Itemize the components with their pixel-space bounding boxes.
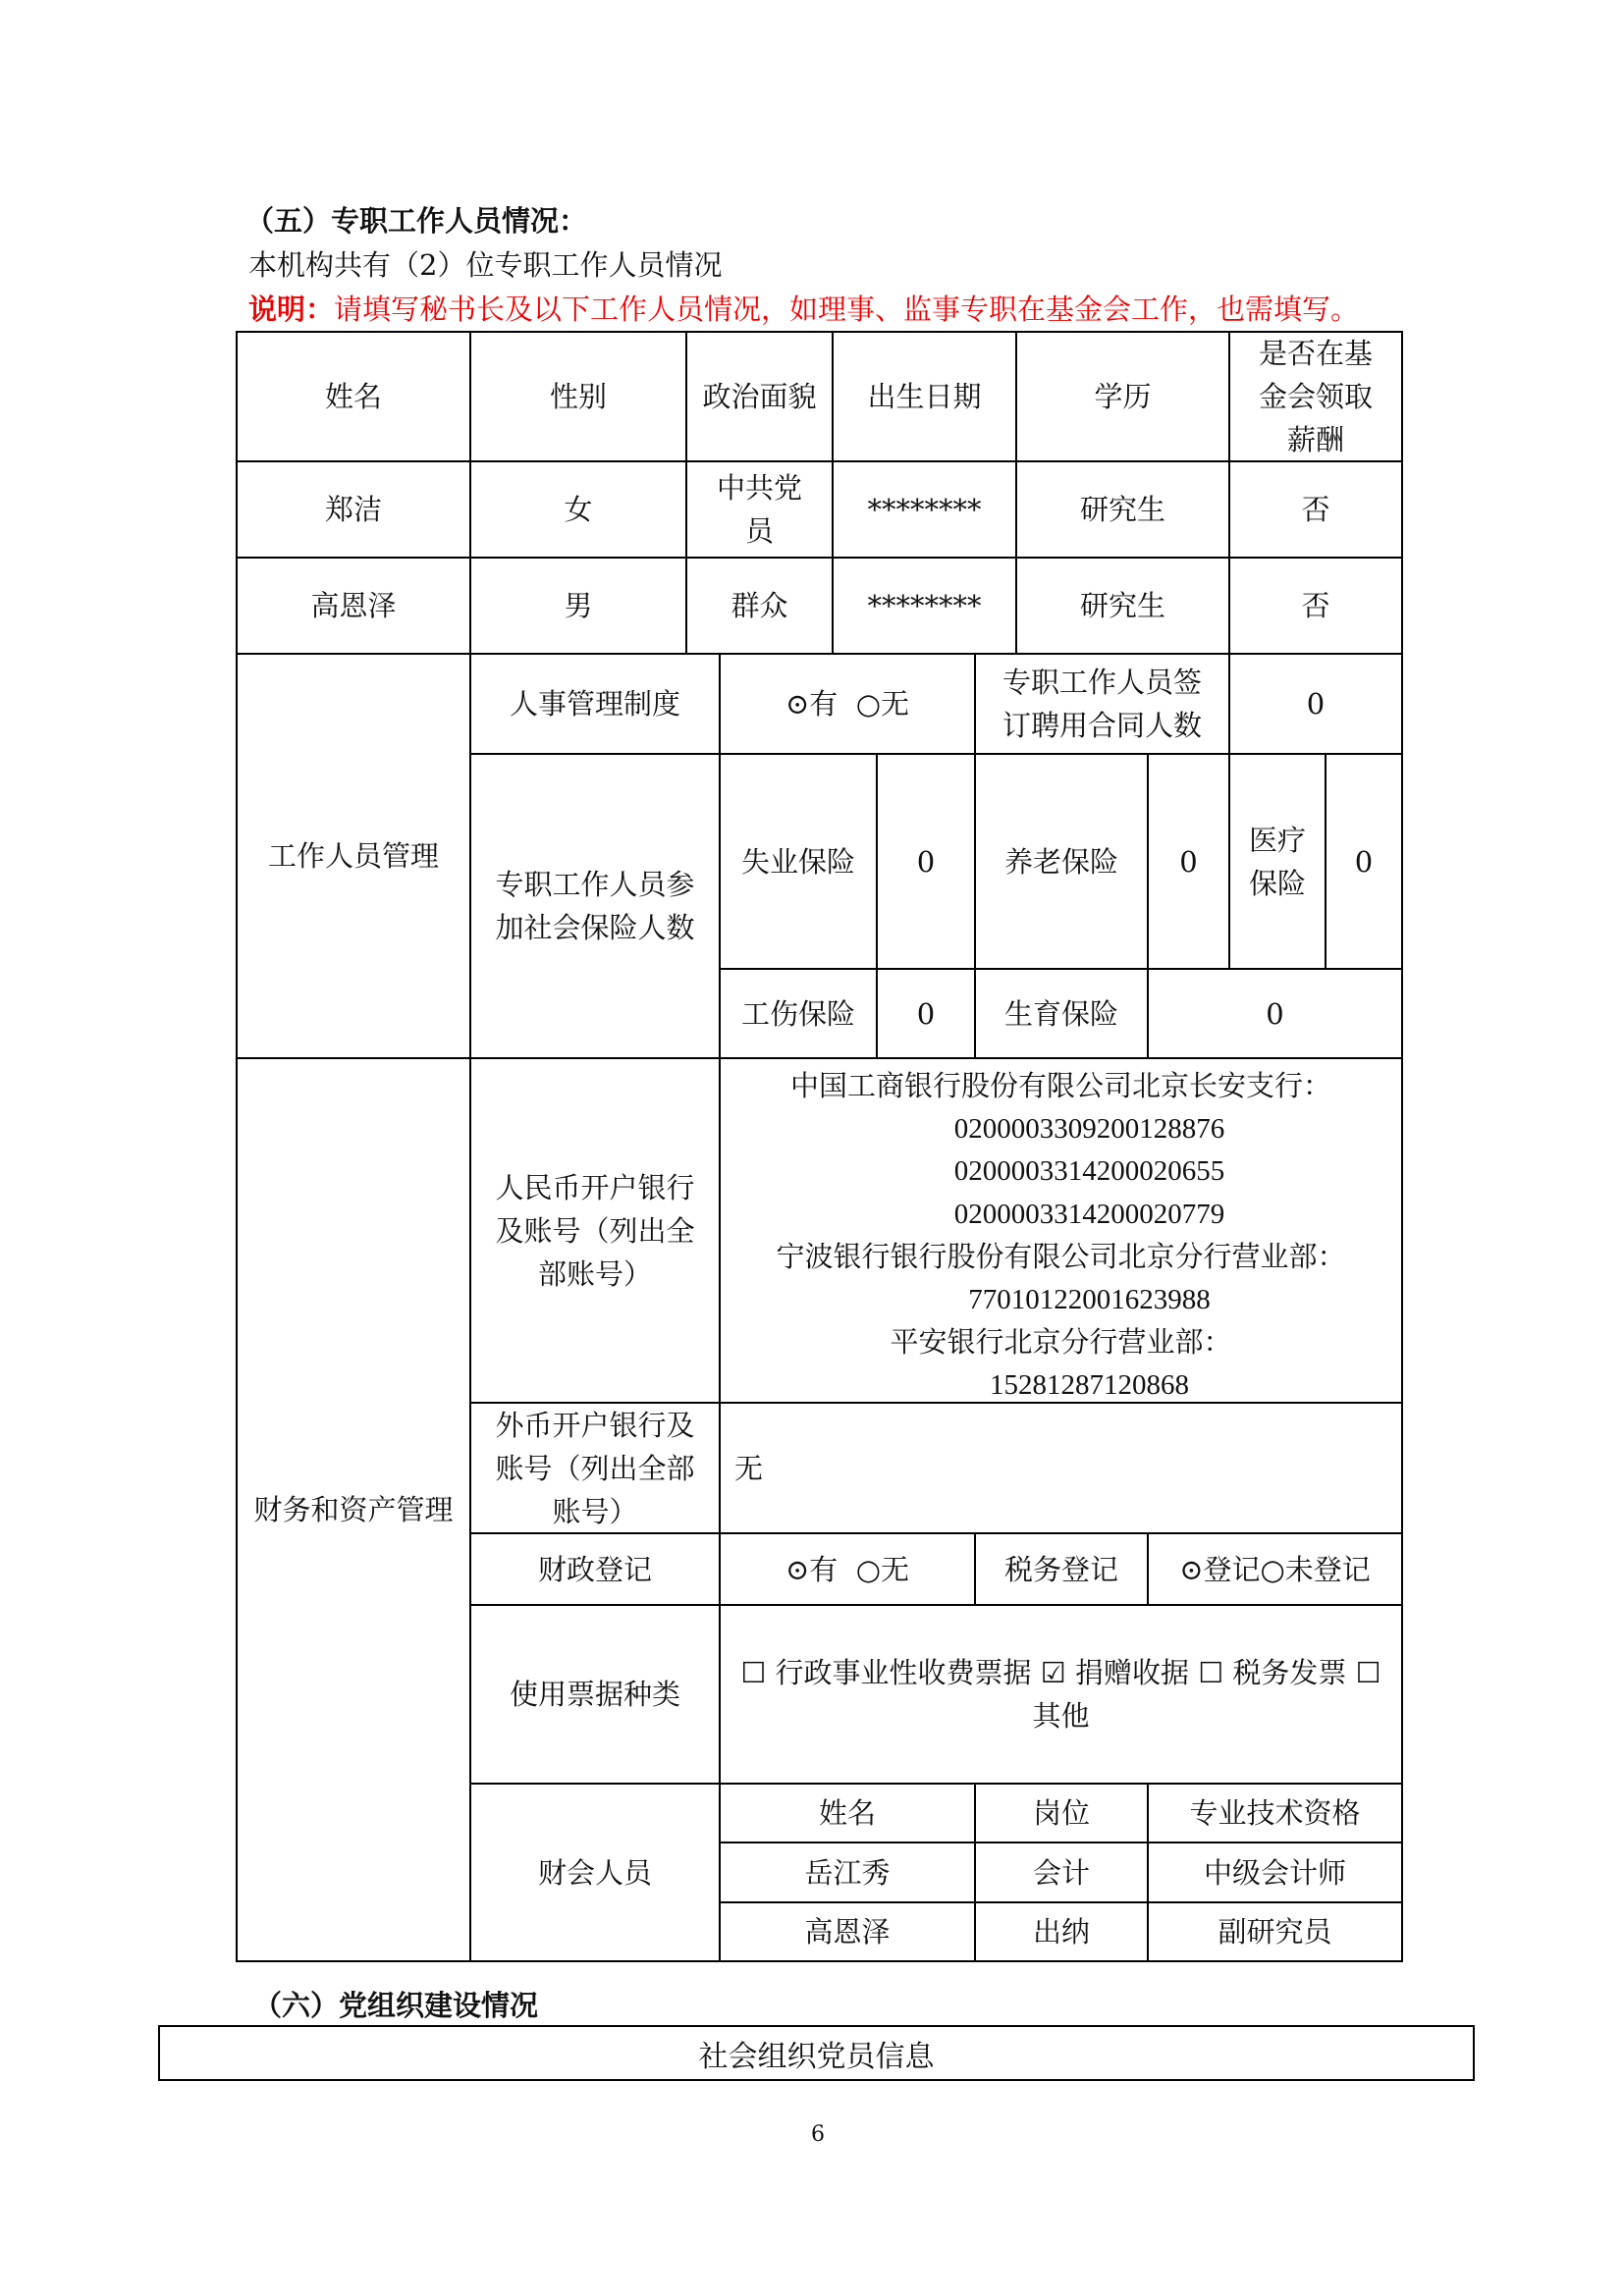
account-number: 0200003314200020655 [953,1155,1225,1187]
finance-label: 财务和资产管理 [236,1057,471,1962]
accountant-name: 岳江秀 [719,1842,976,1903]
cell-salary: 否 [1228,460,1403,559]
header-salary: 是否在基金会领取薪酬 [1228,331,1403,462]
pension-value: 0 [1147,753,1230,970]
header-education: 学历 [1015,331,1230,462]
section-5-title: （五）专职工作人员情况： [245,204,588,238]
cell-gender: 女 [469,460,687,559]
unemployment-value: 0 [876,753,976,970]
hr-system-label: 人事管理制度 [469,653,721,755]
accountant-header-qualification: 专业技术资格 [1147,1783,1403,1843]
personnel-label: 工作人员管理 [236,653,471,1059]
accountant-position: 出纳 [974,1901,1149,1962]
maternity-label: 生育保险 [974,968,1149,1059]
fx-account-value: 无 [719,1402,1403,1534]
cell-birthdate: ******** [832,557,1017,655]
header-gender: 性别 [469,331,687,462]
injury-value: 0 [876,968,976,1059]
section-6-title: （六）党组织建设情况 [253,1989,539,2022]
pension-label: 养老保险 [974,753,1149,970]
rmb-account-label: 人民币开户银行及账号（列出全部账号） [469,1057,721,1404]
note-label: 说明： [248,293,335,326]
rmb-account-list [719,1057,1403,1404]
tax-registration-label: 税务登记 [974,1532,1149,1606]
cell-name: 郑洁 [236,460,471,559]
bank-name: 宁波银行银行股份有限公司北京分行营业部： [776,1240,1346,1273]
account-number: 0200003314200020779 [953,1198,1225,1230]
cell-gender: 男 [469,557,687,655]
accountant-name: 高恩泽 [719,1901,976,1962]
receipt-type-checkboxes[interactable]: ☐ 行政事业性收费票据 ☑ 捐赠收据 ☐ 税务发票 ☐ 其他 [719,1604,1403,1785]
header-name: 姓名 [236,331,471,462]
cell-birthdate: ******** [832,460,1017,559]
contract-label: 专职工作人员签订聘用合同人数 [974,653,1230,755]
hr-system-radio[interactable]: ⊙有 ○无 [719,653,976,755]
cell-salary: 否 [1228,557,1403,655]
accountant-label: 财会人员 [469,1783,721,1962]
account-number: 0200003309200128876 [953,1112,1225,1145]
cell-political: 中共党员 [685,460,834,559]
contract-value: 0 [1228,653,1403,755]
account-number: 77010122001623988 [968,1283,1211,1315]
accountant-header-name: 姓名 [719,1783,976,1843]
staff-count-line: 本机构共有（2）位专职工作人员情况 [248,248,723,282]
maternity-value: 0 [1147,968,1403,1059]
unemployment-label: 失业保险 [719,753,878,970]
cell-education: 研究生 [1015,557,1230,655]
cell-political: 群众 [685,557,834,655]
note-text: 请填写秘书长及以下工作人员情况，如理事、监事专职在基金会工作，也需填写。 [334,293,1360,326]
fx-account-label: 外币开户银行及账号（列出全部账号） [469,1402,721,1534]
accountant-position: 会计 [974,1842,1149,1903]
fiscal-registration-label: 财政登记 [469,1532,721,1606]
header-birthdate: 出生日期 [832,331,1017,462]
cell-name: 高恩泽 [236,557,471,655]
receipt-type-label: 使用票据种类 [469,1604,721,1785]
bank-name: 平安银行北京分行营业部： [890,1325,1232,1359]
cell-education: 研究生 [1015,460,1230,559]
party-member-info-header: 社会组织党员信息 [158,2025,1475,2081]
accountant-qualification: 中级会计师 [1147,1842,1403,1903]
header-political: 政治面貌 [685,331,834,462]
medical-label: 医疗保险 [1228,753,1326,970]
injury-label: 工伤保险 [719,968,878,1059]
tax-registration-radio[interactable]: ⊙登记○未登记 [1147,1532,1403,1606]
medical-value: 0 [1325,753,1403,970]
accountant-qualification: 副研究员 [1147,1901,1403,1962]
note [248,288,1359,328]
insurance-label: 专职工作人员参加社会保险人数 [469,753,721,1059]
fiscal-registration-radio[interactable]: ⊙有 ○无 [719,1532,976,1606]
account-number: 15281287120868 [990,1368,1189,1401]
bank-name: 中国工商银行股份有限公司北京长安支行： [789,1069,1331,1102]
page-number: 6 [811,2122,825,2147]
accountant-header-position: 岗位 [974,1783,1149,1843]
